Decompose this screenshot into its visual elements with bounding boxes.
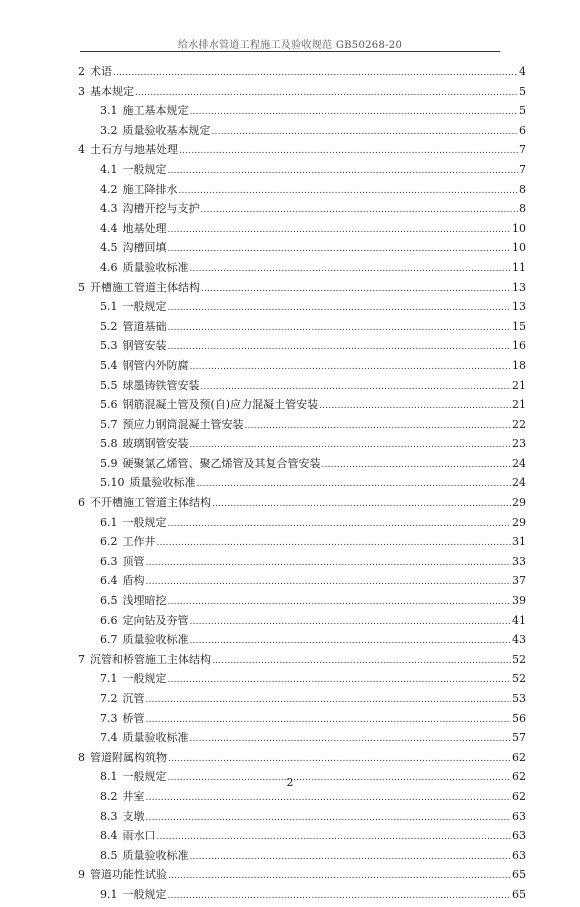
toc-entry-page: 29	[512, 496, 526, 510]
toc-entry[interactable]	[78, 709, 526, 729]
toc-entry-page: 7	[519, 143, 526, 157]
toc-dot-leader	[190, 611, 512, 633]
toc-entry-title: 顶管	[122, 554, 145, 568]
toc-entry[interactable]	[78, 865, 526, 885]
toc-entry-number: 3.2	[100, 123, 118, 137]
toc-entry-title: 地基处理	[122, 221, 167, 235]
toc-entry-title: 桥管	[122, 711, 145, 725]
toc-entry-title: 管道基础	[122, 319, 167, 333]
toc-entry-title: 钢管内外防腐	[122, 358, 189, 372]
toc-entry-number: 7	[78, 652, 85, 666]
toc-entry-title: 玻璃钢管安装	[122, 437, 189, 451]
toc-entry-title: 盾构	[122, 574, 145, 588]
toc-entry[interactable]	[78, 826, 526, 846]
toc-entry-number: 6.7	[100, 633, 118, 647]
toc-entry-page: 11	[512, 260, 526, 274]
toc-dot-leader	[212, 650, 511, 672]
toc-entry[interactable]	[78, 552, 526, 572]
toc-entry[interactable]	[78, 376, 526, 396]
toc-entry-title: 球墨铸铁管安装	[122, 378, 200, 392]
toc-entry-page: 5	[519, 104, 526, 118]
toc-entry[interactable]	[78, 101, 526, 121]
toc-entry[interactable]	[78, 336, 526, 356]
toc-entry-number: 4.3	[100, 202, 118, 216]
toc-entry-page: 33	[512, 554, 526, 568]
toc-dot-leader	[157, 532, 512, 554]
toc-dot-leader	[201, 199, 519, 221]
toc-entry[interactable]	[78, 571, 526, 591]
toc-entry[interactable]	[78, 532, 526, 552]
toc-dot-leader	[146, 807, 512, 829]
toc-entry-page: 13	[512, 300, 526, 314]
toc-entry-title: 施工降排水	[122, 182, 178, 196]
toc-entry-number: 5.6	[100, 398, 118, 412]
toc-entry[interactable]	[78, 513, 526, 533]
toc-entry[interactable]	[78, 434, 526, 454]
toc-dot-leader	[168, 748, 511, 770]
toc-entry-page: 22	[512, 417, 526, 431]
toc-entry-page: 52	[512, 672, 526, 686]
toc-entry-number: 8.2	[100, 789, 118, 803]
toc-entry-title: 一般规定	[122, 162, 167, 176]
toc-dot-leader	[135, 82, 518, 104]
toc-entry-page: 65	[512, 887, 526, 901]
toc-entry-page: 63	[512, 809, 526, 823]
toc-entry-title: 质量验收标准	[122, 731, 189, 745]
toc-entry-page: 4	[519, 65, 526, 78]
toc-dot-leader	[322, 454, 512, 476]
toc-entry-number: 7.1	[100, 672, 118, 686]
toc-entry-number: 4.6	[100, 260, 118, 274]
toc-entry-number: 5.5	[100, 378, 118, 392]
toc-entry-page: 62	[512, 789, 526, 803]
toc-entry[interactable]	[78, 493, 526, 513]
toc-dot-leader	[190, 101, 519, 123]
toc-entry-title: 井室	[122, 789, 145, 803]
toc-entry-number: 8.5	[100, 848, 118, 862]
toc-entry[interactable]	[78, 885, 526, 905]
toc-dot-leader	[168, 591, 512, 613]
toc-dot-leader	[201, 376, 512, 398]
toc-entry[interactable]	[78, 415, 526, 435]
toc-entry-title: 一般规定	[122, 672, 167, 686]
toc-entry-number: 7.4	[100, 731, 118, 745]
page-number: 2	[286, 776, 294, 789]
toc-entry-title: 沉管和桥管施工主体结构	[90, 652, 211, 666]
toc-dot-leader	[190, 434, 512, 456]
toc-entry-number: 8.1	[100, 770, 118, 784]
toc-entry-page: 62	[512, 770, 526, 784]
toc-entry-page: 6	[519, 123, 526, 137]
toc-dot-leader	[190, 630, 512, 652]
toc-dot-leader	[190, 258, 512, 280]
toc-dot-leader	[168, 669, 512, 691]
toc-dot-leader	[190, 728, 512, 750]
toc-entry-number: 9.1	[100, 887, 118, 901]
toc-entry-number: 7.3	[100, 711, 118, 725]
toc-entry-number: 6	[78, 496, 85, 510]
toc-entry-number: 6.6	[100, 613, 118, 627]
toc-entry[interactable]	[78, 591, 526, 611]
toc-entry-title: 一般规定	[122, 515, 167, 529]
toc-entry-page: 8	[519, 182, 526, 196]
toc-dot-leader	[190, 356, 512, 378]
toc-entry-title: 支墩	[122, 809, 145, 823]
toc-entry-page: 16	[512, 339, 526, 353]
toc-dot-leader	[168, 297, 512, 319]
toc-entry-number: 4.1	[100, 162, 118, 176]
toc-entry[interactable]	[78, 317, 526, 337]
toc-dot-leader	[212, 121, 519, 143]
toc-dot-leader	[179, 140, 518, 162]
toc-entry-title: 定向钻及夯管	[122, 613, 189, 627]
toc-entry-title: 钢管安装	[122, 339, 167, 353]
toc-dot-leader	[245, 415, 512, 437]
toc-entry-title: 沟槽回填	[122, 241, 167, 255]
toc-entry[interactable]	[78, 62, 526, 82]
toc-entry-number: 5.2	[100, 319, 118, 333]
toc-entry-page: 43	[512, 633, 526, 647]
header-rule	[80, 51, 500, 52]
toc-entry-page: 13	[512, 280, 526, 294]
toc-entry[interactable]	[78, 199, 526, 219]
toc-entry-title: 浅埋暗挖	[122, 594, 167, 608]
toc-dot-leader	[168, 885, 512, 907]
toc-entry-number: 4	[78, 143, 85, 157]
toc-entry[interactable]	[78, 238, 526, 258]
toc-entry[interactable]	[78, 787, 526, 807]
toc-dot-leader	[146, 709, 512, 731]
toc-entry-number: 4.5	[100, 241, 118, 255]
toc-entry-title: 预应力钢筒混凝土管安装	[122, 417, 244, 431]
toc-entry-title: 质量验收标准	[122, 260, 189, 274]
toc-entry-number: 3.1	[100, 104, 118, 118]
toc-entry-page: 5	[519, 84, 526, 98]
toc-entry-page: 10	[512, 221, 526, 235]
toc-entry[interactable]	[78, 219, 526, 239]
toc-entry[interactable]	[78, 160, 526, 180]
toc-entry[interactable]	[78, 611, 526, 631]
toc-entry[interactable]	[78, 748, 526, 768]
toc-entry-number: 3	[78, 84, 85, 98]
toc-entry[interactable]	[78, 356, 526, 376]
toc-dot-leader	[168, 219, 512, 241]
toc-entry-number: 7.2	[100, 692, 118, 705]
toc-entry[interactable]	[78, 473, 526, 493]
toc-entry-page: 41	[512, 613, 526, 627]
toc-entry[interactable]	[78, 258, 526, 278]
toc-entry-title: 施工基本规定	[122, 104, 189, 118]
toc-entry[interactable]	[78, 728, 526, 748]
toc-entry-number: 5.10	[100, 476, 125, 490]
toc-entry-page: 24	[512, 456, 526, 470]
toc-entry-page: 15	[512, 319, 526, 333]
toc-entry-title: 一般规定	[122, 887, 167, 901]
toc-entry-title: 术语	[90, 65, 112, 78]
toc-entry-number: 5.8	[100, 437, 118, 451]
toc-entry-title: 不开槽施工管道主体结构	[90, 496, 211, 510]
toc-entry-title: 基本规定	[90, 84, 134, 98]
toc-entry-page: 8	[519, 202, 526, 216]
toc-entry-title: 沟槽开挖与支护	[122, 202, 200, 216]
toc-entry-page: 62	[512, 750, 526, 764]
toc-entry-title: 硬聚氯乙烯管、聚乙烯管及其复合管安装	[122, 456, 321, 470]
toc-entry-number: 6.4	[100, 574, 118, 588]
toc-entry[interactable]	[78, 278, 526, 298]
toc-entry-title: 一般规定	[122, 300, 167, 314]
toc-dot-leader	[157, 826, 512, 848]
toc-entry-title: 质量验收基本规定	[122, 123, 211, 137]
toc-entry-title: 土石方与地基处理	[90, 143, 178, 157]
toc-entry-title: 质量验收标准	[122, 848, 189, 862]
toc-entry-number: 6.2	[100, 535, 118, 549]
toc-entry-page: 24	[512, 476, 526, 490]
toc-entry[interactable]	[78, 180, 526, 200]
toc-entry-page: 65	[512, 868, 526, 882]
toc-entry-number: 5.9	[100, 456, 118, 470]
toc-entry-number: 6.3	[100, 554, 118, 568]
toc-entry-title: 开槽施工管道主体结构	[90, 280, 200, 294]
toc-entry[interactable]	[78, 297, 526, 317]
toc-dot-leader	[197, 473, 512, 495]
toc-entry-page: 23	[512, 437, 526, 451]
toc-entry-number: 9	[78, 868, 85, 882]
toc-entry[interactable]	[78, 121, 526, 141]
toc-entry-title: 沉管	[122, 692, 145, 705]
toc-dot-leader	[146, 571, 512, 593]
toc-dot-leader	[146, 689, 512, 711]
toc-entry[interactable]	[78, 630, 526, 650]
toc-entry-number: 5.7	[100, 417, 118, 431]
toc-entry[interactable]	[78, 846, 526, 866]
toc-dot-leader	[168, 317, 512, 339]
toc-entry-page: 56	[512, 711, 526, 725]
toc-entry-page: 53	[512, 692, 526, 705]
toc-entry[interactable]	[78, 807, 526, 827]
toc-dot-leader	[168, 865, 511, 887]
toc-entry[interactable]	[78, 82, 526, 102]
toc-dot-leader	[168, 513, 512, 535]
toc-entry-title: 工作井	[122, 535, 156, 549]
running-header: 给水排水管道工程施工及验收规范 GB50268-20	[177, 40, 403, 51]
toc-dot-leader	[113, 62, 518, 84]
toc-dot-leader	[168, 238, 512, 260]
toc-entry-page: 18	[512, 358, 526, 372]
toc-entry-page: 29	[512, 515, 526, 529]
toc-entry-title: 钢筋混凝土管及预(自)应力混凝土管安装	[122, 398, 319, 412]
toc-dot-leader	[212, 493, 511, 515]
toc-entry-page: 63	[512, 829, 526, 843]
toc-entry-page: 10	[512, 241, 526, 255]
toc-dot-leader	[146, 787, 512, 809]
toc-dot-leader	[179, 180, 519, 202]
toc-entry-title: 雨水口	[122, 829, 156, 843]
toc-entry-title: 管道功能性试验	[90, 868, 167, 882]
toc-entry-page: 37	[512, 574, 526, 588]
toc-entry-number: 5.1	[100, 300, 118, 314]
toc-entry-number: 5.4	[100, 358, 118, 372]
toc-entry-title: 质量验收标准	[122, 633, 189, 647]
toc-entry-number: 6.1	[100, 515, 118, 529]
toc-entry[interactable]	[78, 395, 526, 415]
toc-entry[interactable]	[78, 689, 526, 709]
toc-entry[interactable]	[78, 140, 526, 160]
toc-entry-number: 6.5	[100, 594, 118, 608]
toc-entry-page: 52	[512, 652, 526, 666]
toc-entry-number: 2	[78, 65, 85, 78]
toc-entry-page: 63	[512, 848, 526, 862]
toc-dot-leader	[190, 846, 512, 868]
toc-entry[interactable]	[78, 454, 526, 474]
toc-entry-number: 5.3	[100, 339, 118, 353]
toc-entry[interactable]	[78, 650, 526, 670]
toc-entry-page: 39	[512, 594, 526, 608]
toc-entry[interactable]	[78, 669, 526, 689]
toc-dot-leader	[201, 278, 511, 300]
toc-entry-page: 7	[519, 162, 526, 176]
toc-entry-number: 8.3	[100, 809, 118, 823]
toc-entry-number: 5	[78, 280, 85, 294]
toc-dot-leader	[319, 395, 511, 417]
toc-entry-title: 一般规定	[122, 770, 167, 784]
toc-dot-leader	[168, 336, 512, 358]
toc-entry-number: 4.4	[100, 221, 118, 235]
toc-entry-page: 31	[512, 535, 526, 549]
toc-entry-number: 8	[78, 750, 85, 764]
toc-entry-title: 质量验收标准	[129, 476, 196, 490]
toc-entry-page: 21	[512, 398, 526, 412]
toc-entry-number: 8.4	[100, 829, 118, 843]
toc-dot-leader	[146, 552, 512, 574]
toc-dot-leader	[168, 160, 519, 182]
toc-entry-page: 21	[512, 378, 526, 392]
toc-entry-number: 4.2	[100, 182, 118, 196]
toc-entry-page: 57	[512, 731, 526, 745]
toc-entry-title: 管道附属构筑物	[90, 750, 167, 764]
